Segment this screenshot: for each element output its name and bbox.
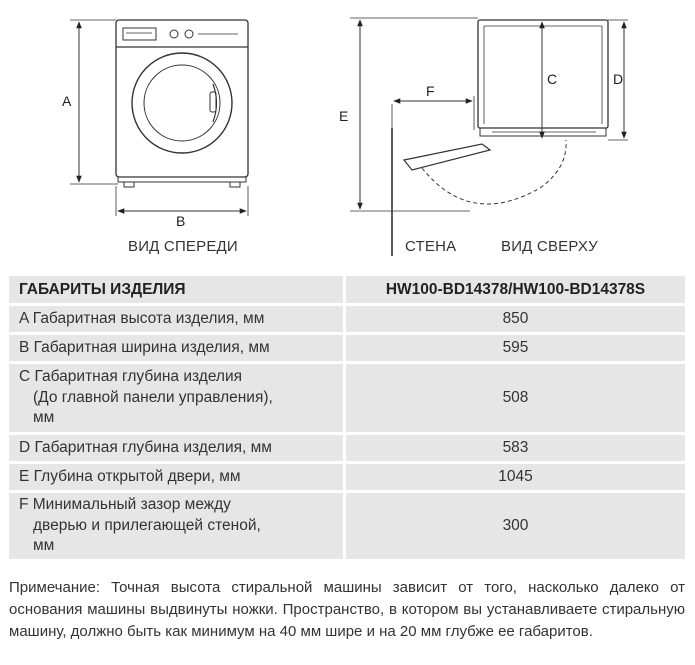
washer-top: [478, 20, 608, 128]
top-dimensions: [350, 18, 628, 256]
label-f: F: [426, 83, 435, 99]
row-value: 595: [343, 335, 685, 361]
top-view-caption: ВИД СВЕРХУ: [501, 238, 598, 255]
label-a: A: [62, 93, 72, 109]
note-text: Примечание: Точная высота стиральной машины зависит от того, насколько далеко от основания машины выдвинуты ножки. Пространство, в котором вы устанавливаете стиральную машину, должно быть как минимум на 40 мм шире и на 20 мм глубже ее габаритов.: [9, 579, 685, 640]
top-view: [404, 20, 608, 204]
row-label: D Габаритная глубина изделия, мм: [9, 435, 343, 461]
front-dimensions: [70, 20, 248, 216]
table-header: [9, 276, 685, 303]
door-swing: [422, 140, 566, 204]
row-value: 508: [343, 364, 685, 432]
table-row: [9, 493, 685, 559]
dimensions-table: [9, 273, 685, 562]
label-b: B: [176, 213, 186, 229]
row-value: 850: [343, 306, 685, 332]
label-d: D: [613, 71, 624, 87]
wall-caption: СТЕНА: [405, 238, 457, 255]
row-value: 300: [343, 493, 685, 559]
table-row: [9, 306, 685, 332]
param-header: ГАБАРИТЫ ИЗДЕЛИЯ: [9, 276, 343, 303]
row-label: B Габаритная ширина изделия, мм: [9, 335, 343, 361]
front-view-caption: ВИД СПЕРЕДИ: [128, 238, 238, 255]
row-label: A Габаритная высота изделия, мм: [9, 306, 343, 332]
table-row: [9, 435, 685, 461]
label-e: E: [339, 108, 349, 124]
door-handle: [210, 92, 216, 112]
table-row: [9, 364, 685, 432]
model-header: HW100-BD14378/HW100-BD14378S: [343, 276, 685, 303]
foot-left: [124, 182, 134, 187]
foot-right: [230, 182, 240, 187]
row-value: 583: [343, 435, 685, 461]
row-label: C Габаритная глубина изделия (До главной панели управления), мм: [9, 364, 343, 432]
row-value: 1045: [343, 464, 685, 490]
open-door: [404, 144, 490, 170]
front-view: [116, 20, 248, 187]
table-row: [9, 335, 685, 361]
row-label: F Минимальный зазор между дверью и прилегающей стеной, мм: [9, 493, 343, 559]
door-glass: [144, 65, 220, 141]
table-row: [9, 464, 685, 490]
label-c: C: [547, 71, 558, 87]
row-label: E Глубина открытой двери, мм: [9, 464, 343, 490]
dimensions-diagram: [0, 0, 695, 268]
detergent-drawer: [123, 28, 156, 40]
